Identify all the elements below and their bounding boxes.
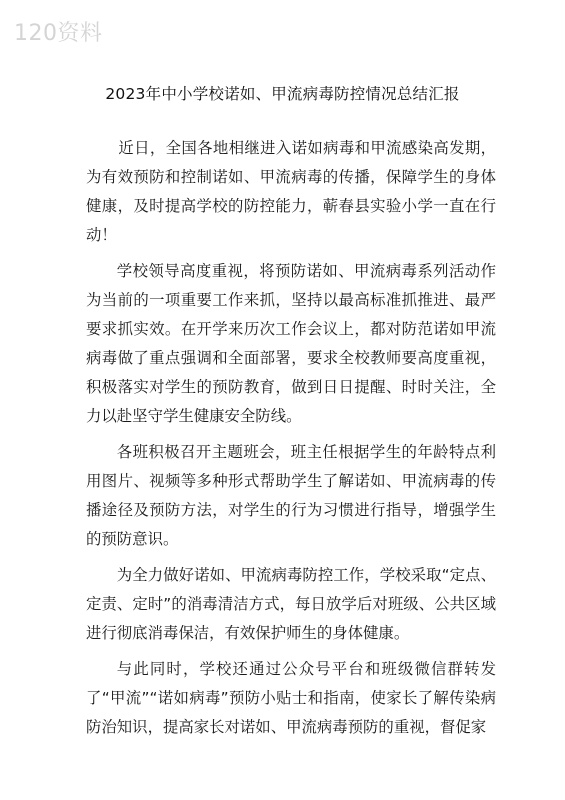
paragraph: 与此同时，学校还通过公众号平台和班级微信群转发了“甲流”“诺如病毒”预防小贴士和指南，使家长了解传染病防治知识，提高家长对诺如、甲流病毒预防的重视，督促家 (86, 660, 496, 736)
document-body (86, 134, 496, 749)
paragraph: 学校领导高度重视，将预防诺如、甲流病毒系列活动作为当前的一项重要工作来抓，坚持以最高标准抓推进、最严要求抓实效。在开学来历次工作会议上，都对防范诺如甲流病毒做了重点强调和全面部署，要求全校教师要高度重视，积极落实对学生的预防教育，做到日日提醒、时时关注，全力以赴坚守学生健康安全防线。 (86, 262, 496, 425)
watermark: 120资料 (14, 21, 103, 46)
paragraph: 近日，全国各地相继进入诺如病毒和甲流感染高发期，为有效预防和控制诺如、甲流病毒的传播，保障学生的身体健康，及时提高学校的防控能力，蕲春县实验小学一直在行动！ (86, 139, 496, 244)
document-title: 2023年中小学校诺如、甲流病毒防控情况总结汇报 (105, 85, 460, 103)
paragraph: 各班积极召开主题班会，班主任根据学生的年龄特点利用图片、视频等多种形式帮助学生了解诺如、甲流病毒的传播途径及预防方法，对学生的行为习惯进行指导，增强学生的预防意识。 (86, 443, 496, 548)
paragraph: 为全力做好诺如、甲流病毒防控工作，学校采取“定点、定责、定时”的消毒清洁方式，每日放学后对班级、公共区域进行彻底消毒保洁，有效保护师生的身体健康。 (86, 566, 496, 642)
